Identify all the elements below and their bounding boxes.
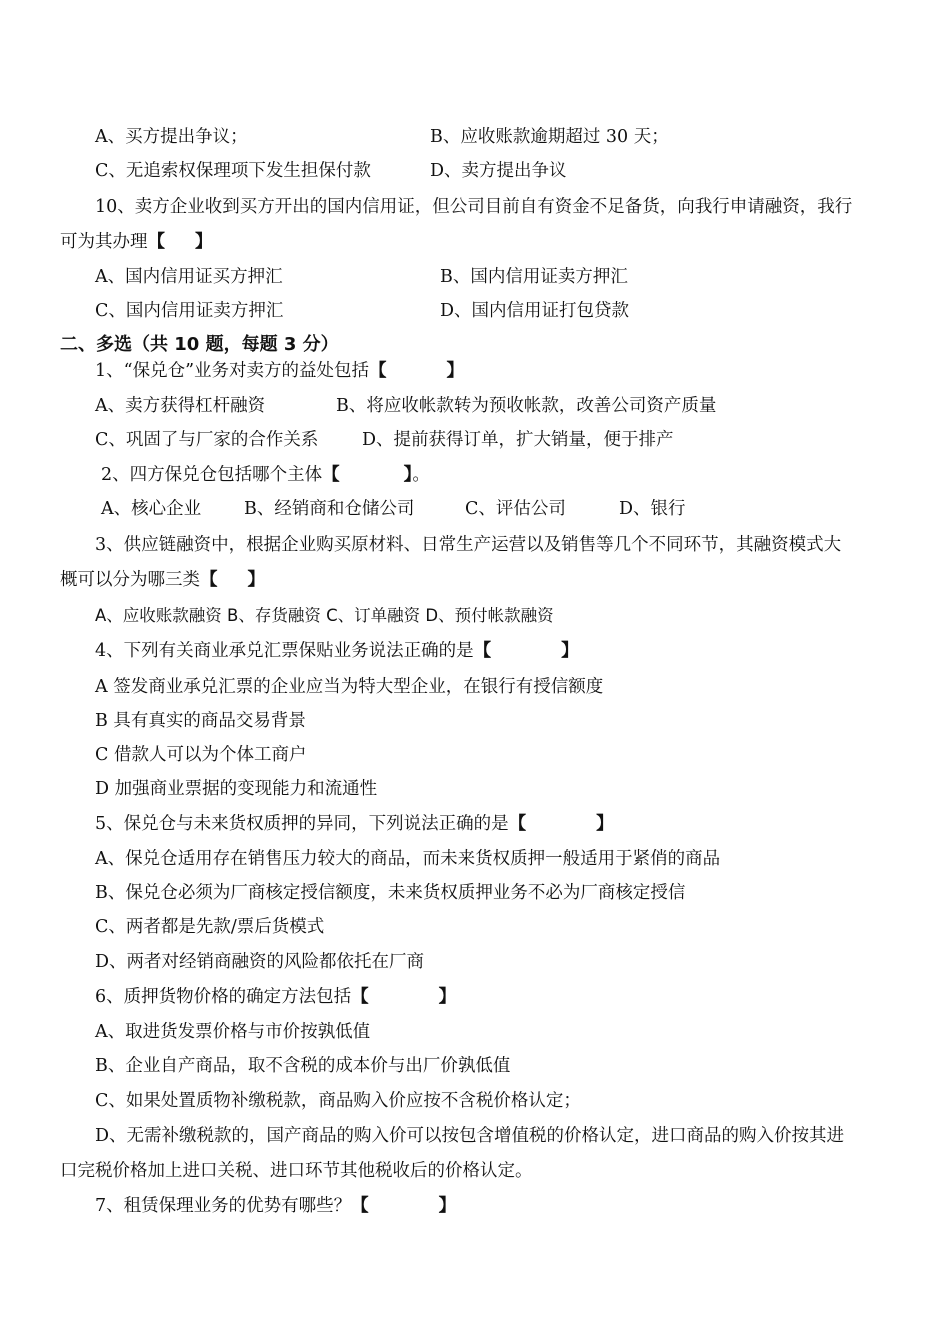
m1-stem-text: 1、“保兑仓”业务对卖方的益处包括 — [95, 361, 370, 381]
m6-option-b: B、企业自产商品，取不含税的成本价与出厂价孰低值 — [95, 1056, 511, 1076]
m4-option-c: C 借款人可以为个体工商户 — [95, 745, 307, 765]
answer-bracket-close: 】 — [596, 814, 614, 834]
q10-option-a: A、国内信用证买方押汇 — [95, 267, 283, 287]
q9-option-a: A、买方提出争议； — [95, 127, 248, 147]
m6-option-a: A、取进货发票价格与市价按孰低值 — [95, 1022, 371, 1042]
q10-option-c: C、国内信用证卖方押汇 — [95, 301, 284, 321]
answer-bracket-close: 】 — [195, 232, 213, 252]
m4-stem — [95, 640, 579, 662]
section-heading-multiple-choice: 二、多选（共 10 题，每题 3 分） — [60, 334, 339, 355]
m2-option-a: A、核心企业 — [101, 499, 202, 519]
q10-stem-line1: 10、卖方企业收到买方开出的国内信用证，但公司目前自有资金不足备货，向我行申请融资，我行 — [95, 197, 853, 217]
q9-option-b: B、应收账款逾期超过 30 天； — [430, 127, 669, 147]
m5-option-b: B、保兑仓必须为厂商核定授信额度，未来货权质押业务不必为厂商核定授信 — [95, 883, 686, 903]
m1-option-b: B、将应收帐款转为预收帐款，改善公司资产质量 — [336, 396, 717, 416]
m2-option-b: B、经销商和仓储公司 — [244, 499, 415, 519]
answer-bracket-open: 【 — [351, 1196, 369, 1216]
answer-bracket-open: 【 — [351, 987, 369, 1007]
m2-stem-text: 2、四方保兑仓包括哪个主体 — [101, 465, 323, 485]
m5-option-d: D、两者对经销商融资的风险都依托在厂商 — [95, 952, 425, 972]
m5-stem-text: 5、保兑仓与未来货权质押的异同，下列说法正确的是 — [95, 814, 509, 834]
m2-option-c: C、评估公司 — [465, 499, 566, 519]
answer-bracket-close: 】 — [561, 641, 579, 661]
m1-stem — [95, 360, 464, 382]
m4-option-d: D 加强商业票据的变现能力和流通性 — [95, 779, 378, 799]
m2-option-d: D、银行 — [619, 499, 686, 519]
answer-bracket-close: 】 — [446, 361, 465, 381]
m2-stem — [101, 464, 430, 486]
q10-stem-line2 — [60, 231, 213, 253]
answer-bracket-close: 】 — [438, 987, 457, 1007]
m6-option-c: C、如果处置质物补缴税款，商品购入价应按不含税价格认定； — [95, 1091, 581, 1111]
m4-option-b: B 具有真实的商品交易背景 — [95, 711, 306, 731]
m1-option-d: D、提前获得订单，扩大销量，便于排产 — [362, 430, 674, 450]
m4-option-a: A 签发商业承兑汇票的企业应当为特大型企业，在银行有授信额度 — [95, 677, 604, 697]
m3-stem-line1: 3、供应链融资中，根据企业购买原材料、日常生产运营以及销售等几个不同环节，其融资模式大 — [95, 535, 842, 555]
m5-option-c: C、两者都是先款/票后货模式 — [95, 917, 325, 937]
q10-option-d: D、国内信用证打包贷款 — [440, 301, 630, 321]
answer-bracket-open: 【 — [322, 465, 340, 485]
q10-option-b: B、国内信用证卖方押汇 — [440, 267, 628, 287]
answer-bracket-open: 【 — [200, 570, 218, 590]
m7-stem-text: 7、租赁保理业务的优势有哪些？ — [95, 1196, 352, 1216]
m7-stem — [95, 1195, 456, 1217]
answer-bracket-close: 】 — [247, 570, 265, 590]
m1-option-a: A、卖方获得杠杆融资 — [95, 396, 266, 416]
m3-options: A、应收账款融资 B、存货融资 C、订单融资 D、预付帐款融资 — [95, 606, 554, 625]
m3-stem-text: 概可以分为哪三类 — [60, 570, 200, 590]
m3-stem-line2 — [60, 569, 265, 591]
q10-stem-text: 可为其办理 — [60, 232, 148, 252]
m5-stem — [95, 813, 614, 835]
m6-option-d-line1: D、无需补缴税款的，国产商品的购入价可以按包含增值税的价格认定，进口商品的购入价按其进 — [95, 1126, 845, 1146]
m4-stem-text: 4、下列有关商业承兑汇票保贴业务说法正确的是 — [95, 641, 474, 661]
m5-option-a: A、保兑仓适用存在销售压力较大的商品，而未来货权质押一般适用于紧俏的商品 — [95, 849, 721, 869]
m2-stem-tail: 。 — [412, 465, 430, 485]
answer-bracket-open: 【 — [147, 232, 165, 252]
q9-option-c: C、无追索权保理项下发生担保付款 — [95, 161, 371, 181]
q9-option-d: D、卖方提出争议 — [430, 161, 567, 181]
m6-stem-text: 6、质押货物价格的确定方法包括 — [95, 987, 352, 1007]
m1-option-c: C、巩固了与厂家的合作关系 — [95, 430, 319, 450]
answer-bracket-open: 【 — [508, 814, 527, 834]
m6-option-d-line2: 口完税价格加上进口关税、进口环节其他税收后的价格认定。 — [60, 1161, 533, 1181]
answer-bracket-close: 】 — [403, 465, 413, 485]
answer-bracket-close: 】 — [438, 1196, 457, 1216]
m6-stem — [95, 986, 456, 1008]
answer-bracket-open: 【 — [473, 641, 492, 661]
answer-bracket-open: 【 — [369, 361, 387, 381]
